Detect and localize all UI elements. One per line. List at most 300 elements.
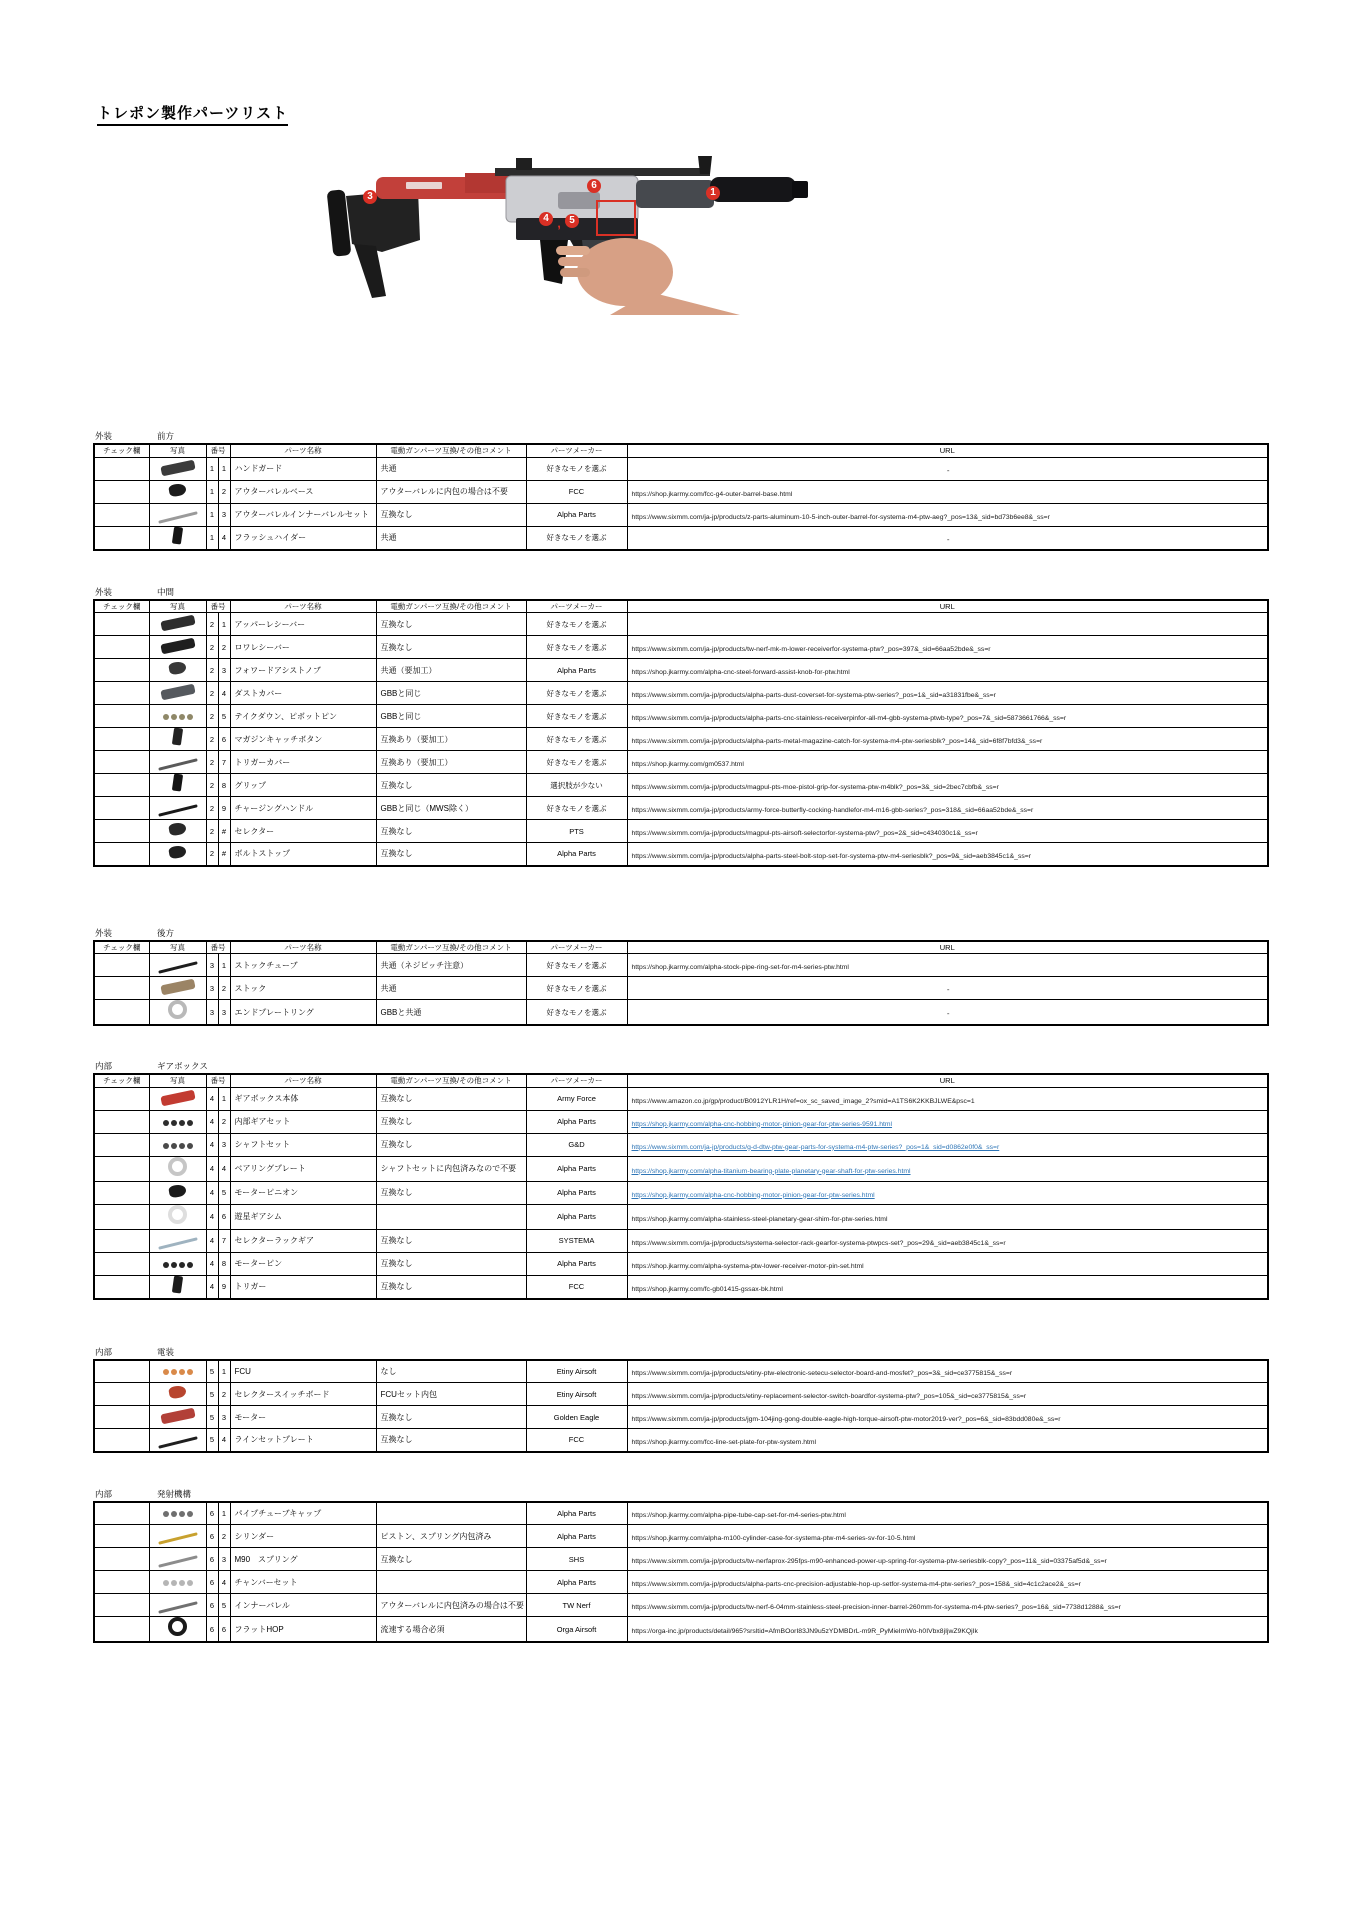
check-cell	[94, 954, 149, 977]
url-text: https://www.sixmm.com/ja-jp/products/alpha-parts-cnc-stainless-receiverpinfor-all-m4-gbb-systema-ptwb-type?_pos=7&_sid=5873661766&_ss=r	[631, 715, 1067, 722]
part-photo	[160, 1408, 195, 1425]
table-no: 1	[206, 526, 218, 550]
url-text: https://www.sixmm.com/ja-jp/products/tw-nerf-mk-m-lower-receiverfor-systema-ptw?_pos=397&_sid=66aa52bde&_ss=r	[631, 646, 991, 653]
part-photo-cell	[149, 682, 206, 705]
column-header: URL	[627, 600, 1268, 613]
maker-name: 好きなモノを選ぶ	[526, 728, 627, 751]
table-no: 2	[206, 728, 218, 751]
item-no: 4	[218, 1429, 230, 1452]
section-label	[93, 1346, 1269, 1359]
part-photo-cell	[149, 1360, 206, 1383]
part-photo-cell	[149, 1406, 206, 1429]
item-no: 1	[218, 1502, 230, 1525]
product-photo	[320, 150, 815, 315]
header-row	[94, 600, 1268, 613]
check-cell	[94, 1502, 149, 1525]
part-name: ギアボックス本体	[230, 1087, 376, 1110]
table-row	[94, 843, 1268, 866]
part-photo-cell	[149, 705, 206, 728]
maker-name: SHS	[526, 1548, 627, 1571]
section-group-label: 外装	[95, 586, 113, 597]
url-text: https://shop.jkarmy.com/fc-gb01415-gssax-bk.html	[631, 1285, 783, 1293]
compat-comment: 共通	[376, 977, 526, 1000]
table-row	[94, 1406, 1268, 1429]
callout-number-4: 4	[539, 212, 553, 226]
maker-name: Alpha Parts	[526, 659, 627, 682]
check-cell	[94, 1275, 149, 1299]
maker-name: Army Force	[526, 1087, 627, 1110]
item-no: #	[218, 820, 230, 843]
table-row	[94, 820, 1268, 843]
url-cell	[627, 705, 1268, 728]
part-photo	[158, 1436, 198, 1449]
column-header: パーツメーカー	[526, 444, 627, 457]
part-name: ベアリングプレート	[230, 1156, 376, 1181]
part-photo	[163, 1369, 193, 1375]
maker-name: Alpha Parts	[526, 843, 627, 866]
part-photo	[163, 1143, 193, 1149]
column-header: 電動ガンパーツ互換/その他コメント	[376, 444, 526, 457]
part-name: フォワードアシストノブ	[230, 659, 376, 682]
parts-section-firing	[93, 1488, 1269, 1644]
check-cell	[94, 457, 149, 480]
check-cell	[94, 728, 149, 751]
item-no: 1	[218, 457, 230, 480]
compat-comment: GBBと同じ	[376, 682, 526, 705]
table-row	[94, 1275, 1268, 1299]
table-row	[94, 613, 1268, 636]
part-name: モーターピン	[230, 1252, 376, 1275]
item-no: 1	[218, 1360, 230, 1383]
parts-section-front	[93, 430, 1269, 551]
part-photo-cell	[149, 636, 206, 659]
part-photo	[158, 511, 198, 524]
url-text: https://www.sixmm.com/ja-jp/products/tw-nerf-6-04mm-stainless-steel-precision-inner-barrel-260mm-for-systema-m4-ptw-series?_pos=16&_sid=7738d1288&_ss=r	[631, 1604, 1121, 1611]
item-no: 3	[218, 503, 230, 526]
part-photo-cell	[149, 843, 206, 866]
part-photo-cell	[149, 480, 206, 503]
compat-comment: なし	[376, 1360, 526, 1383]
item-no: 1	[218, 613, 230, 636]
part-photo-cell	[149, 1252, 206, 1275]
part-name: 内部ギアセット	[230, 1110, 376, 1133]
table-no: 6	[206, 1571, 218, 1594]
column-header: パーツ名称	[230, 1074, 376, 1087]
check-cell	[94, 797, 149, 820]
url-text: https://www.amazon.co.jp/gp/product/B0912YLR1H/ref=ox_sc_saved_image_2?smid=A1TS6K2KKBJLWE&psc=1	[631, 1097, 975, 1105]
table-no: 5	[206, 1383, 218, 1406]
part-photo-cell	[149, 1594, 206, 1617]
url-text: https://www.sixmm.com/ja-jp/products/z-parts-aluminum-10-5-inch-outer-barrel-for-systema-m4-ptw-aeg?_pos=13&_sid=bd73b6ee8&_ss=r	[631, 513, 1050, 521]
url-cell	[627, 1181, 1268, 1204]
table-row	[94, 1617, 1268, 1643]
table-row	[94, 636, 1268, 659]
url-cell	[627, 1429, 1268, 1452]
section-group-label: 内部	[95, 1061, 113, 1071]
maker-name: Alpha Parts	[526, 1252, 627, 1275]
url-text: https://shop.jkarmy.com/alpha-m100-cylinder-case-for-systema-ptw-m4-series-sv-for-10-5.html	[631, 1535, 916, 1542]
item-no: 1	[218, 954, 230, 977]
url-text: https://www.sixmm.com/ja-jp/products/etiny-replacement-selector-switch-boardfor-systema-ptw?_pos=105&_sid=ce3775815&_ss=r	[631, 1393, 1027, 1400]
table-no: 5	[206, 1360, 218, 1383]
check-cell	[94, 705, 149, 728]
part-photo	[163, 1120, 193, 1126]
maker-name: G&D	[526, 1133, 627, 1156]
section-area-label: 後方	[157, 927, 175, 938]
check-cell	[94, 526, 149, 550]
part-name: トリガー	[230, 1275, 376, 1299]
maker-name: 好きなモノを選ぶ	[526, 613, 627, 636]
parts-section-electrical	[93, 1346, 1269, 1453]
part-photo-cell	[149, 954, 206, 977]
part-photo	[158, 1532, 198, 1545]
part-name: ハンドガード	[230, 457, 376, 480]
section-area-label: 発射機構	[157, 1488, 192, 1499]
column-header: 番号	[206, 941, 230, 954]
part-name: ストック	[230, 977, 376, 1000]
maker-name: PTS	[526, 820, 627, 843]
url-cell	[627, 659, 1268, 682]
part-photo	[172, 526, 183, 544]
table-row	[94, 705, 1268, 728]
item-no: 3	[218, 1000, 230, 1026]
callout-number-6: 6	[587, 179, 601, 193]
part-photo-cell	[149, 1000, 206, 1026]
part-photo-cell	[149, 797, 206, 820]
maker-name: FCC	[526, 480, 627, 503]
table-no: 2	[206, 705, 218, 728]
compat-comment: 互換なし	[376, 843, 526, 866]
table-no: 1	[206, 503, 218, 526]
url-cell	[627, 1133, 1268, 1156]
item-no: 8	[218, 774, 230, 797]
parts-table-gearbox	[93, 1073, 1269, 1300]
check-cell	[94, 1406, 149, 1429]
part-photo	[160, 638, 195, 655]
compat-comment: 互換なし	[376, 1275, 526, 1299]
url-cell	[627, 1617, 1268, 1643]
part-name: ストックチューブ	[230, 954, 376, 977]
part-photo	[160, 1089, 195, 1106]
url-text: https://www.sixmm.com/ja-jp/products/alpha-parts-steel-bolt-stop-set-for-systema-ptw-m4-seriesblk?_pos=9&_sid=aeb3845c1&_ss=r	[631, 852, 1031, 860]
page-title: トレポン製作パーツリスト	[97, 102, 288, 126]
url-cell	[627, 751, 1268, 774]
table-no: 6	[206, 1525, 218, 1548]
maker-name: 好きなモノを選ぶ	[526, 682, 627, 705]
section-group-label: 内部	[95, 1488, 113, 1499]
url-cell	[627, 1502, 1268, 1525]
part-name: チャージングハンドル	[230, 797, 376, 820]
compat-comment: 互換あり（要加工）	[376, 751, 526, 774]
url-text: https://www.sixmm.com/ja-jp/products/jgm-104jing-gong-double-eagle-high-torque-airsoft-ptw-motor2019-ver?_pos=6&_sid=83bdd080e&_ss=r	[631, 1416, 1061, 1423]
table-no: 4	[206, 1275, 218, 1299]
url-cell	[627, 954, 1268, 977]
table-no: 2	[206, 820, 218, 843]
item-no: 9	[218, 797, 230, 820]
table-row	[94, 1156, 1268, 1181]
part-photo	[172, 1275, 183, 1293]
item-no: 6	[218, 728, 230, 751]
table-row	[94, 659, 1268, 682]
item-no: 3	[218, 659, 230, 682]
url-text: https://www.sixmm.com/ja-jp/products/tw-nerfaprox-295fps-m90-enhanced-power-up-spring-for-systema-ptw-seriesblk-copy?_pos=11&_sid=03375af5d&_ss=r	[631, 1558, 1107, 1565]
item-no: 7	[218, 751, 230, 774]
callout-number-,: ,	[557, 215, 561, 231]
column-header: 番号	[206, 600, 230, 613]
url-text: https://shop.jkarmy.com/alpha-stainless-steel-planetary-gear-shim-for-ptw-series.html	[631, 1215, 888, 1223]
compat-comment: 互換なし	[376, 1110, 526, 1133]
column-header: URL	[627, 1074, 1268, 1087]
part-name: セレクターラックギア	[230, 1229, 376, 1252]
compat-comment: 互換なし	[376, 1429, 526, 1452]
maker-name: 好きなモノを選ぶ	[526, 977, 627, 1000]
item-no: 8	[218, 1252, 230, 1275]
url-cell	[627, 503, 1268, 526]
maker-name: 好きなモノを選ぶ	[526, 954, 627, 977]
column-header: 番号	[206, 1074, 230, 1087]
table-no: 4	[206, 1181, 218, 1204]
table-row	[94, 457, 1268, 480]
url-text: https://orga-inc.jp/products/detail/965?srsltid=AfmBOorI83JN9u5zYDMBDrL-m9R_PyMieImWo-h0IVbx8jIjwZ9KQjIk	[631, 1628, 978, 1635]
section-label	[93, 1060, 1269, 1073]
part-photo	[158, 758, 198, 771]
part-name: セレクター	[230, 820, 376, 843]
maker-name: Alpha Parts	[526, 503, 627, 526]
column-header: パーツ名称	[230, 941, 376, 954]
part-photo	[158, 961, 198, 974]
table-row	[94, 1360, 1268, 1383]
part-name: チャンバーセット	[230, 1571, 376, 1594]
check-cell	[94, 659, 149, 682]
url-cell	[627, 1156, 1268, 1181]
table-no: 4	[206, 1087, 218, 1110]
table-no: 1	[206, 457, 218, 480]
table-no: 6	[206, 1594, 218, 1617]
part-photo-cell	[149, 613, 206, 636]
maker-name: Golden Eagle	[526, 1406, 627, 1429]
item-no: 1	[218, 1087, 230, 1110]
item-no: 7	[218, 1229, 230, 1252]
item-no: 2	[218, 1110, 230, 1133]
column-header: 番号	[206, 444, 230, 457]
table-no: 2	[206, 797, 218, 820]
url-cell	[627, 1525, 1268, 1548]
compat-comment: 互換なし	[376, 613, 526, 636]
table-no: 4	[206, 1204, 218, 1229]
item-no: 5	[218, 705, 230, 728]
table-no: 1	[206, 480, 218, 503]
url-cell	[627, 457, 1268, 480]
table-row	[94, 1525, 1268, 1548]
table-no: 6	[206, 1548, 218, 1571]
parts-section-middle	[93, 586, 1269, 867]
part-name: インナーバレル	[230, 1594, 376, 1617]
table-no: 2	[206, 751, 218, 774]
table-no: 2	[206, 636, 218, 659]
header-row	[94, 444, 1268, 457]
table-row	[94, 1110, 1268, 1133]
check-cell	[94, 480, 149, 503]
column-header: 電動ガンパーツ互換/その他コメント	[376, 941, 526, 954]
part-photo	[168, 1385, 187, 1400]
url-cell	[627, 774, 1268, 797]
url-text: -	[946, 1009, 950, 1018]
compat-comment: GBBと共通	[376, 1000, 526, 1026]
part-name: エンドプレートリング	[230, 1000, 376, 1026]
table-row	[94, 1383, 1268, 1406]
check-cell	[94, 1571, 149, 1594]
part-photo	[163, 1262, 193, 1268]
url-text: -	[946, 534, 950, 544]
table-row	[94, 682, 1268, 705]
url-cell	[627, 797, 1268, 820]
maker-name: SYSTEMA	[526, 1229, 627, 1252]
check-cell	[94, 820, 149, 843]
url-cell	[627, 1571, 1268, 1594]
part-photo	[172, 774, 183, 792]
item-no: 4	[218, 526, 230, 550]
table-row	[94, 774, 1268, 797]
url-link[interactable]: https://shop.jkarmy.com/alpha-cnc-hobbing-motor-pinion-gear-for-ptw-series-9591.html	[631, 1120, 893, 1128]
check-cell	[94, 1252, 149, 1275]
url-cell	[627, 1229, 1268, 1252]
url-cell	[627, 1275, 1268, 1299]
part-photo	[172, 728, 183, 746]
part-photo	[158, 1237, 198, 1250]
item-no: 2	[218, 1383, 230, 1406]
table-no: 2	[206, 659, 218, 682]
url-cell	[627, 636, 1268, 659]
check-cell	[94, 977, 149, 1000]
check-cell	[94, 1133, 149, 1156]
item-no: 4	[218, 682, 230, 705]
url-text: https://www.sixmm.com/ja-jp/products/etiny-ptw-electronic-setecu-selector-board-and-mosfet?_pos=3&_sid=ce3775815&_ss=r	[631, 1370, 1013, 1378]
part-photo-cell	[149, 1571, 206, 1594]
table-no: 4	[206, 1133, 218, 1156]
compat-comment: 互換なし	[376, 503, 526, 526]
url-link[interactable]: https://shop.jkarmy.com/alpha-cnc-hobbing-motor-pinion-gear-for-ptw-series.html	[631, 1191, 875, 1199]
maker-name: Alpha Parts	[526, 1502, 627, 1525]
item-no: 2	[218, 1525, 230, 1548]
table-row	[94, 728, 1268, 751]
part-photo	[160, 615, 195, 632]
compat-comment: 互換あり（要加工）	[376, 728, 526, 751]
table-row	[94, 480, 1268, 503]
table-row	[94, 1181, 1268, 1204]
item-no: 6	[218, 1204, 230, 1229]
part-photo	[168, 1205, 187, 1224]
table-row	[94, 751, 1268, 774]
part-photo-cell	[149, 1275, 206, 1299]
part-name: ダストカバー	[230, 682, 376, 705]
compat-comment: FCUセット内包	[376, 1383, 526, 1406]
part-photo-cell	[149, 1156, 206, 1181]
parts-table-front	[93, 443, 1269, 551]
table-no: 4	[206, 1156, 218, 1181]
url-text: https://shop.jkarmy.com/alpha-pipe-tube-cap-set-for-m4-series-ptw.html	[631, 1512, 846, 1520]
part-photo-cell	[149, 977, 206, 1000]
url-text: https://www.sixmm.com/ja-jp/products/magpul-pts-airsoft-selectorfor-systema-ptw?_pos=2&_sid=c434030c1&_ss=r	[631, 830, 978, 837]
table-no: 4	[206, 1252, 218, 1275]
part-photo-cell	[149, 1110, 206, 1133]
part-name: セレクタースイッチボード	[230, 1383, 376, 1406]
column-header: 写真	[149, 1074, 206, 1087]
table-no: 3	[206, 1000, 218, 1026]
parts-table-firing	[93, 1501, 1269, 1644]
check-cell	[94, 751, 149, 774]
table-row	[94, 1502, 1268, 1525]
item-no: 3	[218, 1406, 230, 1429]
table-row	[94, 526, 1268, 550]
maker-name: FCC	[526, 1275, 627, 1299]
check-cell	[94, 613, 149, 636]
url-text: -	[946, 985, 950, 994]
check-cell	[94, 1000, 149, 1026]
url-cell	[627, 613, 1268, 636]
part-photo	[168, 661, 187, 676]
callout-number-5: 5	[565, 214, 579, 228]
table-row	[94, 977, 1268, 1000]
part-name: トリガーカバー	[230, 751, 376, 774]
url-cell	[627, 1204, 1268, 1229]
url-link[interactable]: https://shop.jkarmy.com/alpha-titanium-bearing-plate-planetary-gear-shaft-for-ptw-series.html	[631, 1167, 911, 1175]
table-row	[94, 1548, 1268, 1571]
maker-name: Alpha Parts	[526, 1525, 627, 1548]
item-no: #	[218, 843, 230, 866]
part-photo-cell	[149, 751, 206, 774]
url-text: https://shop.jkarmy.com/gm0537.html	[631, 761, 744, 768]
url-text: https://www.sixmm.com/ja-jp/products/alpha-parts-cnc-precision-adjustable-hop-up-setfor-systema-m4-ptw-series?_pos=158&_sid=4c1c2ace2&_ss=r	[631, 1581, 1081, 1588]
part-photo	[168, 1157, 187, 1176]
url-text: https://www.sixmm.com/ja-jp/products/systema-selector-rack-gearfor-systema-ptwpcs-set?_pos=29&_sid=aeb3845c1&_ss=r	[631, 1239, 1006, 1247]
column-header: パーツメーカー	[526, 600, 627, 613]
maker-name: Orga Airsoft	[526, 1617, 627, 1643]
url-text: https://www.sixmm.com/ja-jp/products/magpul-pts-moe-pistol-grip-for-systema-ptw-m4blk?_pos=3&_sid=2bec7cbfb&_ss=r	[631, 784, 999, 791]
column-header: パーツメーカー	[526, 941, 627, 954]
part-photo	[168, 1183, 187, 1198]
header-row	[94, 1074, 1268, 1087]
section-label	[93, 1488, 1269, 1501]
item-no: 2	[218, 480, 230, 503]
compat-comment: 互換なし	[376, 1252, 526, 1275]
column-header: URL	[627, 444, 1268, 457]
part-photo-cell	[149, 1133, 206, 1156]
check-cell	[94, 1548, 149, 1571]
table-row	[94, 1204, 1268, 1229]
table-row	[94, 1429, 1268, 1452]
highlight-box	[596, 200, 636, 236]
maker-name: 好きなモノを選ぶ	[526, 636, 627, 659]
table-no: 2	[206, 613, 218, 636]
section-area-label: ギアボックス	[157, 1061, 208, 1071]
compat-comment: 互換なし	[376, 636, 526, 659]
table-no: 4	[206, 1229, 218, 1252]
maker-name: 好きなモノを選ぶ	[526, 705, 627, 728]
url-cell	[627, 526, 1268, 550]
part-name: ボルトストップ	[230, 843, 376, 866]
part-name: M90 スプリング	[230, 1548, 376, 1571]
table-row	[94, 1571, 1268, 1594]
column-header: パーツメーカー	[526, 1074, 627, 1087]
url-link[interactable]: https://www.sixmm.com/ja-jp/products/g-d-dtw-ptw-gear-parts-for-systema-m4-ptw-series?_pos=1&_sid=d0862e0f0&_ss=r	[631, 1143, 1000, 1151]
section-area-label: 前方	[157, 431, 175, 441]
part-name: ラインセットプレート	[230, 1429, 376, 1452]
table-no: 2	[206, 774, 218, 797]
item-no: 4	[218, 1571, 230, 1594]
part-name: モーターピニオン	[230, 1181, 376, 1204]
table-no: 2	[206, 682, 218, 705]
item-no: 5	[218, 1181, 230, 1204]
